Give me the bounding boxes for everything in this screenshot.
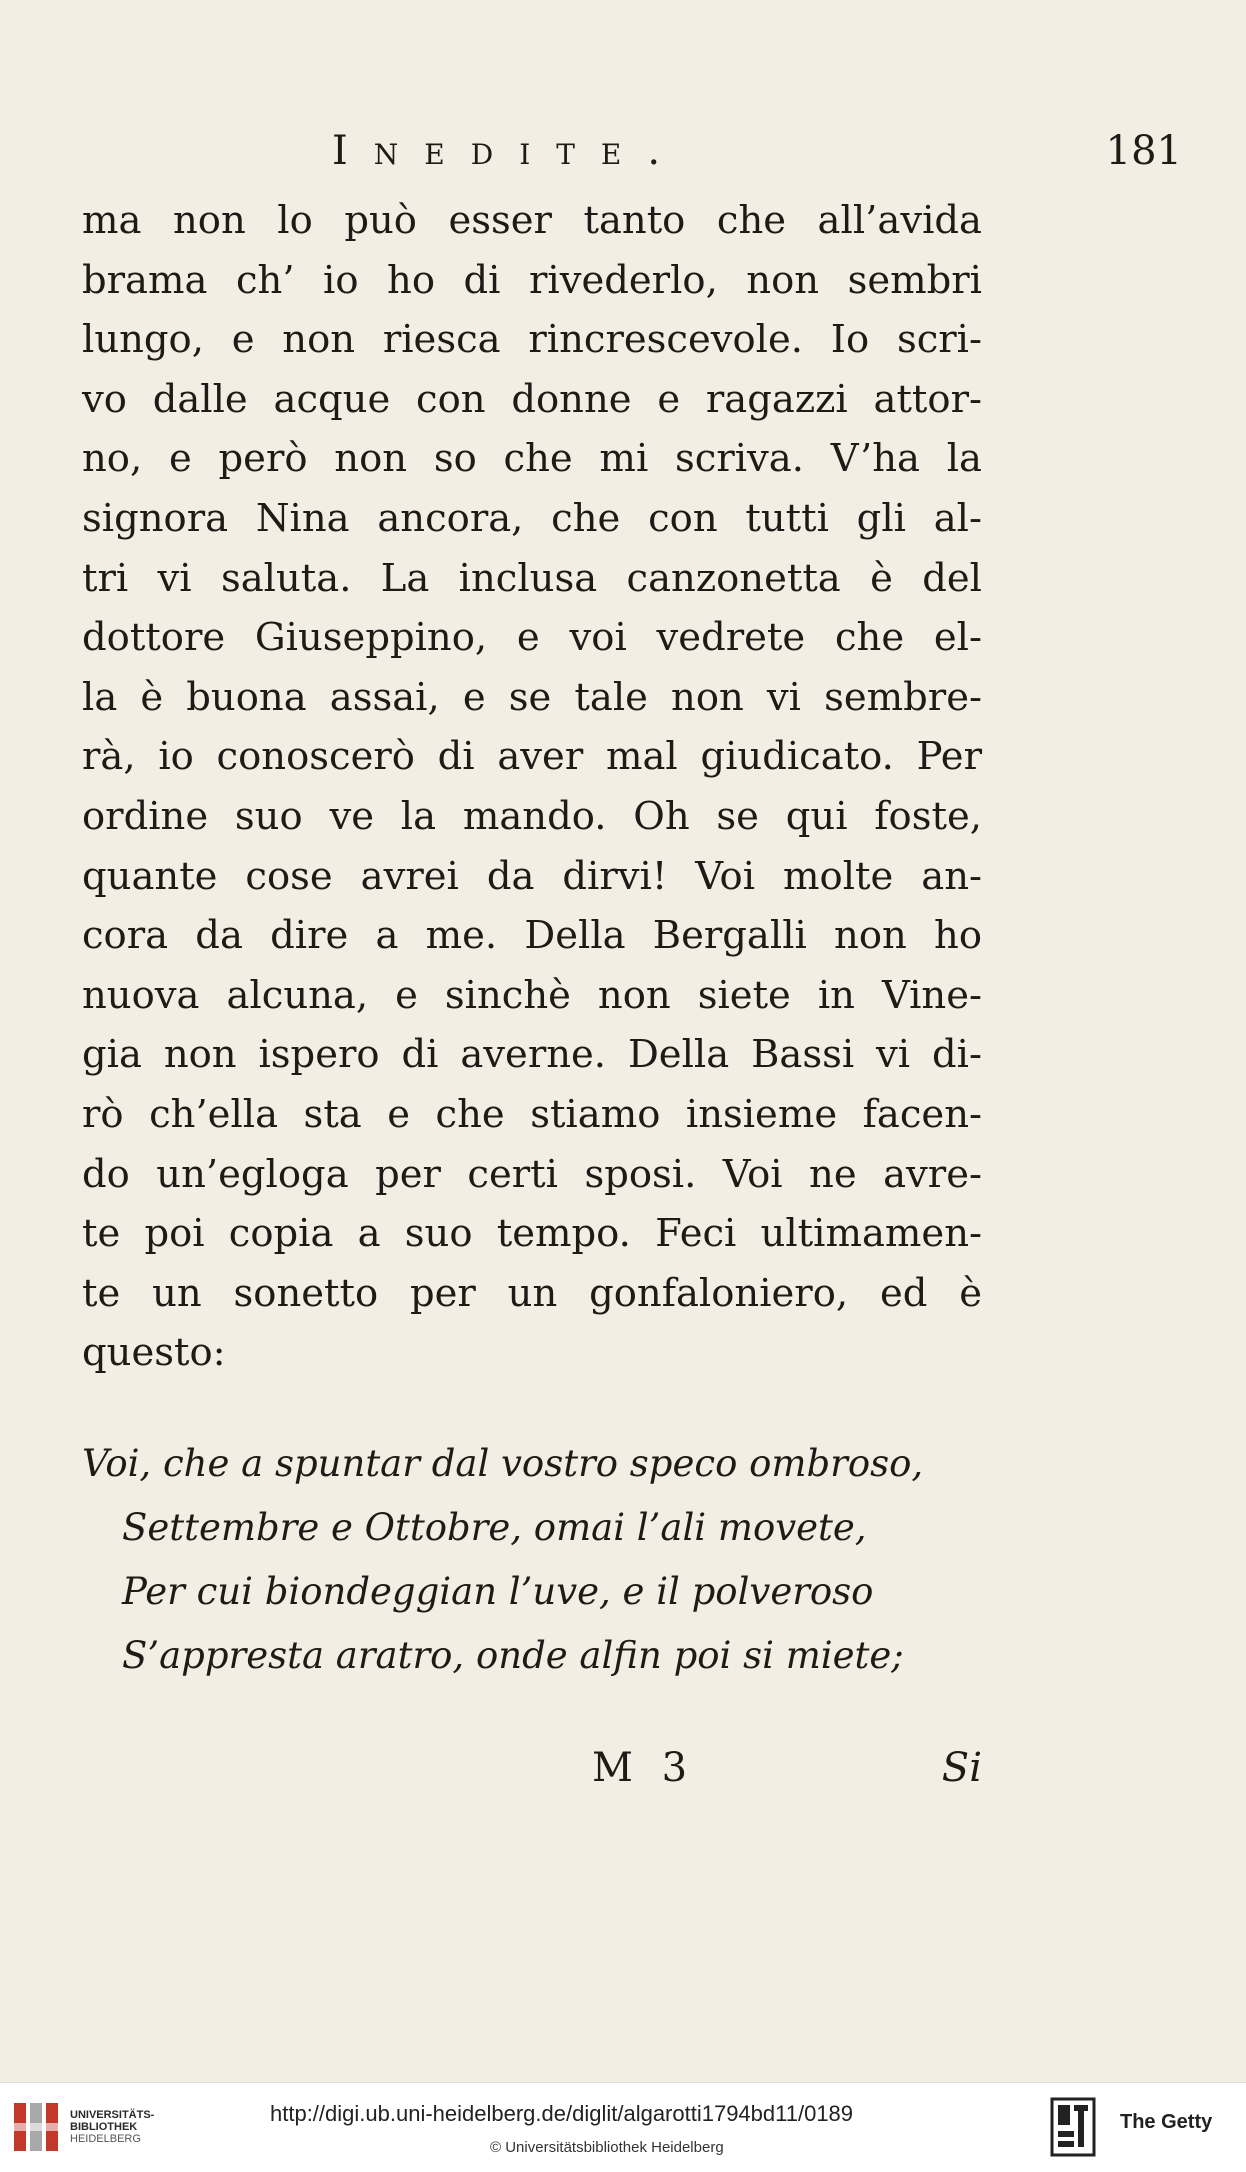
library-name-line: HEIDELBERG xyxy=(70,2133,141,2145)
page-foot xyxy=(82,1745,982,1801)
prose-line: rò ch’ella sta e che stiamo insieme facen- xyxy=(82,1091,982,1137)
university-library-name xyxy=(70,2109,154,2145)
page-number: 181 xyxy=(1105,128,1182,174)
prose-line: quante cose avrei da dirvi! Voi molte an- xyxy=(82,853,982,899)
verse-line: Settembre e Ottobre, omai l’ali movete, xyxy=(122,1506,867,1549)
prose-line: te poi copia a suo tempo. Feci ultimamen- xyxy=(82,1211,982,1257)
prose-line: tri vi saluta. La inclusa canzonetta è del xyxy=(82,555,982,601)
prose-line: gia non ispero di averne. Della Bassi vi di- xyxy=(82,1032,982,1078)
catchword: Si xyxy=(941,1745,982,1791)
verse-line: Voi, che a spuntar dal vostro speco ombroso, xyxy=(82,1442,924,1485)
prose-line: nuova alcuna, e sinchè non siete in Vine- xyxy=(82,972,982,1018)
prose-line: ma non lo può esser tanto che all’avida xyxy=(82,198,982,243)
prose-line: vo dalle acque con donne e ragazzi attor- xyxy=(82,376,982,422)
signature-mark: M 3 xyxy=(592,1745,696,1791)
running-head: Inedite. xyxy=(332,128,687,174)
prose-line: ordine suo ve la mando. Oh se qui foste, xyxy=(82,793,982,839)
prose-line: brama ch’ io ho di rivederlo, non sembri xyxy=(82,257,982,303)
getty-name: The Getty xyxy=(1120,2111,1213,2133)
prose-line: questo: xyxy=(82,1330,226,1376)
prose-line: te un sonetto per un gonfaloniero, ed è xyxy=(82,1270,982,1316)
page-header xyxy=(82,128,1182,178)
verse-line: S’appresta aratro, onde alfin poi si miete; xyxy=(122,1634,904,1677)
prose-line: dottore Giuseppino, e voi vedrete che el- xyxy=(82,615,982,661)
prose-line: lungo, e non riesca rincrescevole. Io scri- xyxy=(82,317,982,363)
university-library-icon xyxy=(10,2097,62,2157)
getty-logo-icon[interactable] xyxy=(1050,2097,1096,2157)
sonnet-verse xyxy=(82,1432,982,1688)
library-name-line: BIBLIOTHEK xyxy=(70,2121,138,2133)
permalink-url[interactable]: http://digi.ub.uni-heidelberg.de/diglit/algarotti1794bd11/0189 xyxy=(270,2101,854,2126)
prose-line: do un’egloga per certi sposi. Voi ne avre- xyxy=(82,1151,982,1197)
prose-block xyxy=(82,191,982,1383)
prose-line: cora da dire a me. Della Bergalli non ho xyxy=(82,913,982,959)
verse-line: Per cui biondeggian l’uve, e il polveroso xyxy=(122,1570,874,1613)
viewer-footer xyxy=(0,2082,1246,2172)
copyright-notice: © Universitätsbibliothek Heidelberg xyxy=(490,2139,724,2156)
prose-line: rà, io conoscerò di aver mal giudicato. Per xyxy=(82,734,982,780)
library-name-line: UNIVERSITÄTS- xyxy=(70,2109,155,2121)
prose-line: la è buona assai, e se tale non vi sembre- xyxy=(82,674,982,720)
university-library-logo[interactable] xyxy=(10,2097,160,2157)
prose-line: no, e però non so che mi scriva. V’ha la xyxy=(82,436,982,482)
prose-line: signora Nina ancora, che con tutti gli al- xyxy=(82,495,982,541)
